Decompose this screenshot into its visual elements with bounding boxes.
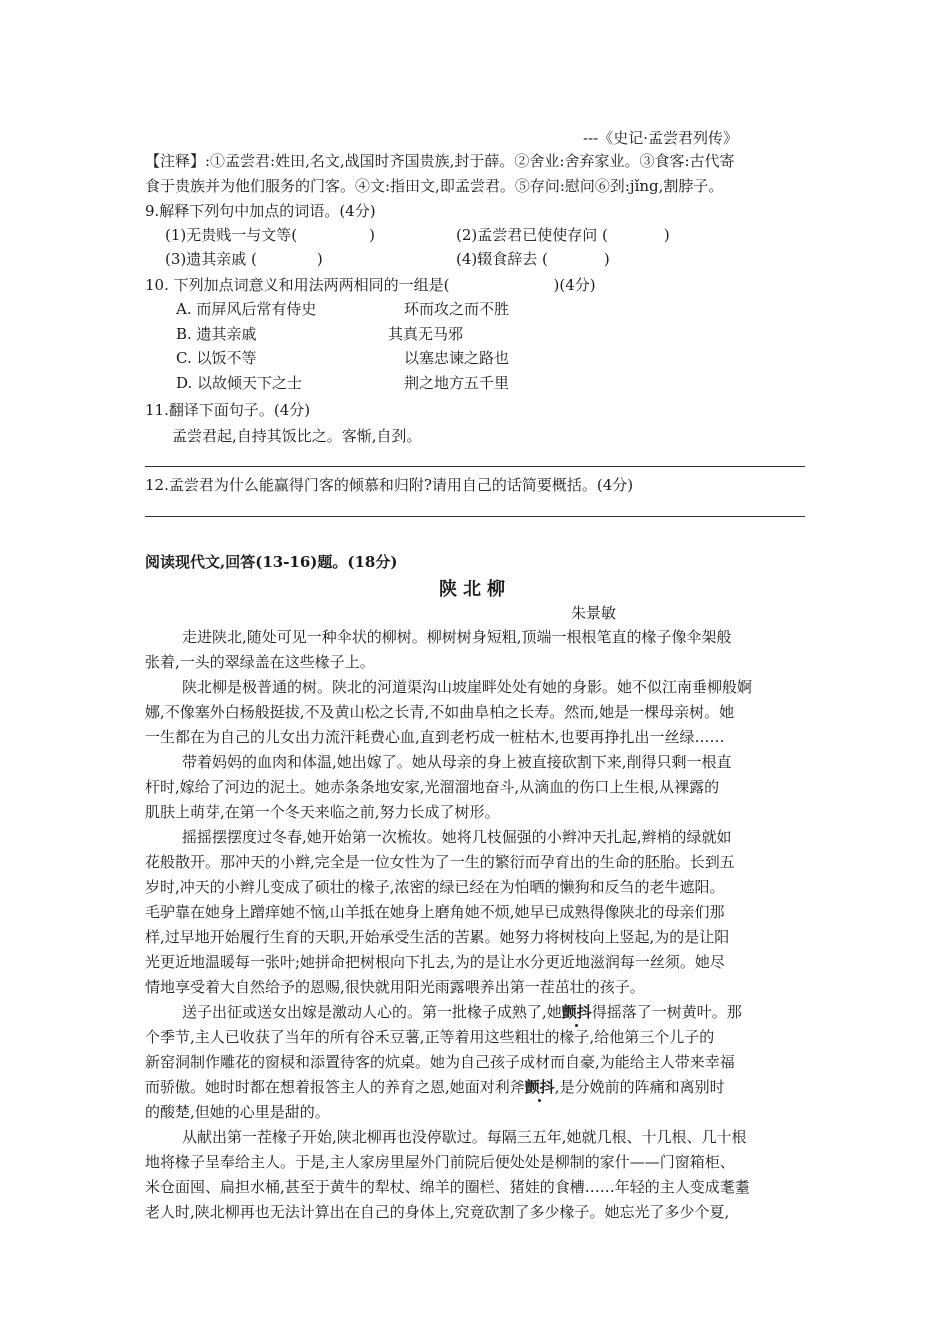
q10-option-c: C. 以饭不等 xyxy=(176,349,257,367)
para-line-16 xyxy=(182,1001,742,1023)
q9-item-4 xyxy=(456,248,610,270)
notes-line-2: 食于贵族并为他们服务的门客。④文:指田文,即孟尝君。⑤存问:慰问⑥刭:jǐng,割脖子。 xyxy=(145,177,724,195)
para-line-1: 走进陕北,随处可见一种伞状的柳树。柳树树身短粗,顶端一根根笔直的椽子像伞架般 xyxy=(182,628,732,646)
para-line-12: 毛驴靠在她身上蹭痒她不恼,山羊抵在她身上磨角她不烦,她早已成熟得像陕北的母亲们那 xyxy=(145,903,725,921)
q10-stem-text: 10. 下列加点词意义和用法两两相同的一组是( xyxy=(145,276,450,294)
q11-answer-line[interactable] xyxy=(145,466,805,467)
q9-item-2-close: ) xyxy=(663,226,670,244)
q9-item-4-text: (4)辍食辞去 ( xyxy=(456,250,548,268)
q9-item-3-text: (3)遗其亲戚 ( xyxy=(165,250,257,268)
q9-item-1-close: ) xyxy=(369,226,375,244)
para-line-16-b: 得摇落了一树黄叶。那 xyxy=(591,1003,742,1021)
source-citation: ---《史记·孟尝君列传》 xyxy=(583,129,738,147)
q9-item-2 xyxy=(456,224,670,246)
notes-line-1: 【注释】:①孟尝君:姓田,名文,战国时齐国贵族,封于薛。②舍业:舍弃家业。③食客:古代寄 xyxy=(145,152,735,170)
para-line-9: 摇摇摆摆度过冬春,她开始第一次梳妆。她将几枝倔强的小辫冲天扎起,辫梢的绿就如 xyxy=(182,828,732,846)
question-9-stem: 9.解释下列句中加点的词语。(4分) xyxy=(145,202,376,220)
q10-option-c-pair: 以塞忠谏之路也 xyxy=(404,349,510,367)
para-line-13: 样,过早地开始履行生育的天职,开始承受生活的苦累。她努力将树枝向上竖起,为的是让阳 xyxy=(145,928,730,946)
reading-section-header: 阅读现代文,回答(13-16)题。(18分) xyxy=(145,553,398,571)
q9-item-1 xyxy=(165,224,375,246)
q10-option-d-pair: 荆之地方五千里 xyxy=(404,374,510,392)
q9-item-1-text: (1)无贵贱一与文等( xyxy=(165,226,298,244)
q11-sentence: 孟尝君起,自持其饭比之。客惭,自刭。 xyxy=(172,427,422,445)
q12-answer-line[interactable] xyxy=(145,516,805,517)
para-line-19-a: 而骄傲。她时时都在想着报答主人的养育之恩,她面对利斧 xyxy=(145,1078,525,1096)
para-line-24: 老人时,陕北柳再也无法计算出在自己的身体上,究竟砍割了多少椽子。她忘光了多少个夏, xyxy=(145,1203,730,1221)
para-line-3: 陕北柳是极普通的树。陕北的河道渠沟山坡崖畔处处有她的身影。她不似江南垂柳般婀 xyxy=(182,678,753,696)
para-line-5: 一生都在为自己的儿女出力流汗耗费心血,直到老朽成一桩枯木,也要再挣扎出一丝绿…… xyxy=(145,728,725,746)
para-line-21: 从献出第一茬椽子开始,陕北柳再也没停歇过。每隔三五年,她就几根、十几根、几十根 xyxy=(182,1128,747,1146)
para-line-14: 光更近地温暖每一张叶;她拼命把树根向下扎去,为的是让水分更近地滋润每一丝须。她尽 xyxy=(145,953,725,971)
para-line-6: 带着妈妈的血肉和体温,她出嫁了。她从母亲的身上被直接砍割下来,削得只剩一根直 xyxy=(182,753,732,771)
para-line-19-b: ,是分娩前的阵痛和离别时 xyxy=(554,1078,725,1096)
q10-option-a: A. 而屏风后常有侍史 xyxy=(176,300,317,318)
article-title: 陕北柳 xyxy=(439,579,511,600)
q10-option-a-pair: 环而攻之而不胜 xyxy=(404,300,510,318)
q10-option-b-pair: 其真无马邪 xyxy=(388,325,464,343)
q10-stem-end: )(4分) xyxy=(553,276,596,294)
question-12-stem: 12.孟尝君为什么能赢得门客的倾慕和归附?请用自己的话简要概括。(4分) xyxy=(145,476,634,494)
para-line-18: 新窑洞制作雕花的窗棂和添置待客的炕桌。她为自己孩子成材而自豪,为能给主人带来幸福 xyxy=(145,1053,735,1071)
emphasized-word-1: 颤抖 xyxy=(561,1003,592,1021)
q9-item-4-close: ) xyxy=(603,250,610,268)
article-author: 朱景敏 xyxy=(571,604,617,622)
question-11-stem: 11.翻译下面句子。(4分) xyxy=(145,401,311,419)
q9-item-3-close: ) xyxy=(316,250,323,268)
emphasized-word-2: 颤抖 xyxy=(524,1078,555,1096)
para-line-7: 杆时,嫁给了河边的泥土。她赤条条地安家,光溜溜地奋斗,从滴血的伤口上生根,从裸露的 xyxy=(145,778,720,796)
para-line-2: 张着,一头的翠绿盖在这些椽子上。 xyxy=(145,653,375,671)
para-line-19 xyxy=(145,1076,725,1098)
q10-option-b: B. 遗其亲戚 xyxy=(176,325,257,343)
para-line-20: 的酸楚,但她的心里是甜的。 xyxy=(145,1103,330,1121)
para-line-16-a: 送子出征或送女出嫁是激动人心的。第一批椽子成熟了,她 xyxy=(182,1003,562,1021)
para-line-8: 肌肤上萌芽,在第一个冬天来临之前,努力长成了树形。 xyxy=(145,803,500,821)
para-line-23: 米仓面囤、扁担水桶,甚至于黄牛的犁杖、绵羊的圈栏、猪娃的食槽……年轻的主人变成耄耋 xyxy=(145,1178,750,1196)
para-line-15: 情地享受着大自然给予的恩赐,很快就用阳光雨露喂养出第一茬茁壮的孩子。 xyxy=(145,978,645,996)
para-line-22: 地将椽子呈奉给主人。于是,主人家房里屋外门前院后便处处是柳制的家什——门窗箱柜、 xyxy=(145,1153,735,1171)
q9-item-2-text: (2)孟尝君已使使存问 ( xyxy=(456,226,608,244)
q9-item-3 xyxy=(165,248,323,270)
para-line-11: 岁时,冲天的小辫儿变成了硕壮的椽子,浓密的绿已经在为怕晒的懒狗和反刍的老牛遮阳。 xyxy=(145,878,725,896)
para-line-10: 花般散开。那冲天的小辫,完全是一位女性为了一生的繁衍而孕育出的生命的胚胎。长到五 xyxy=(145,853,735,871)
question-10-stem xyxy=(145,274,596,296)
para-line-17: 个季节,主人已收获了当年的所有谷禾豆薯,正等着用这些粗壮的椽子,给他第三个儿子的 xyxy=(145,1028,715,1046)
q10-option-d: D. 以故倾天下之士 xyxy=(176,374,303,392)
para-line-4: 娜,不像塞外白杨般挺拔,不及黄山松之长青,不如曲阜柏之长寿。然而,她是一棵母亲树。她 xyxy=(145,703,735,721)
